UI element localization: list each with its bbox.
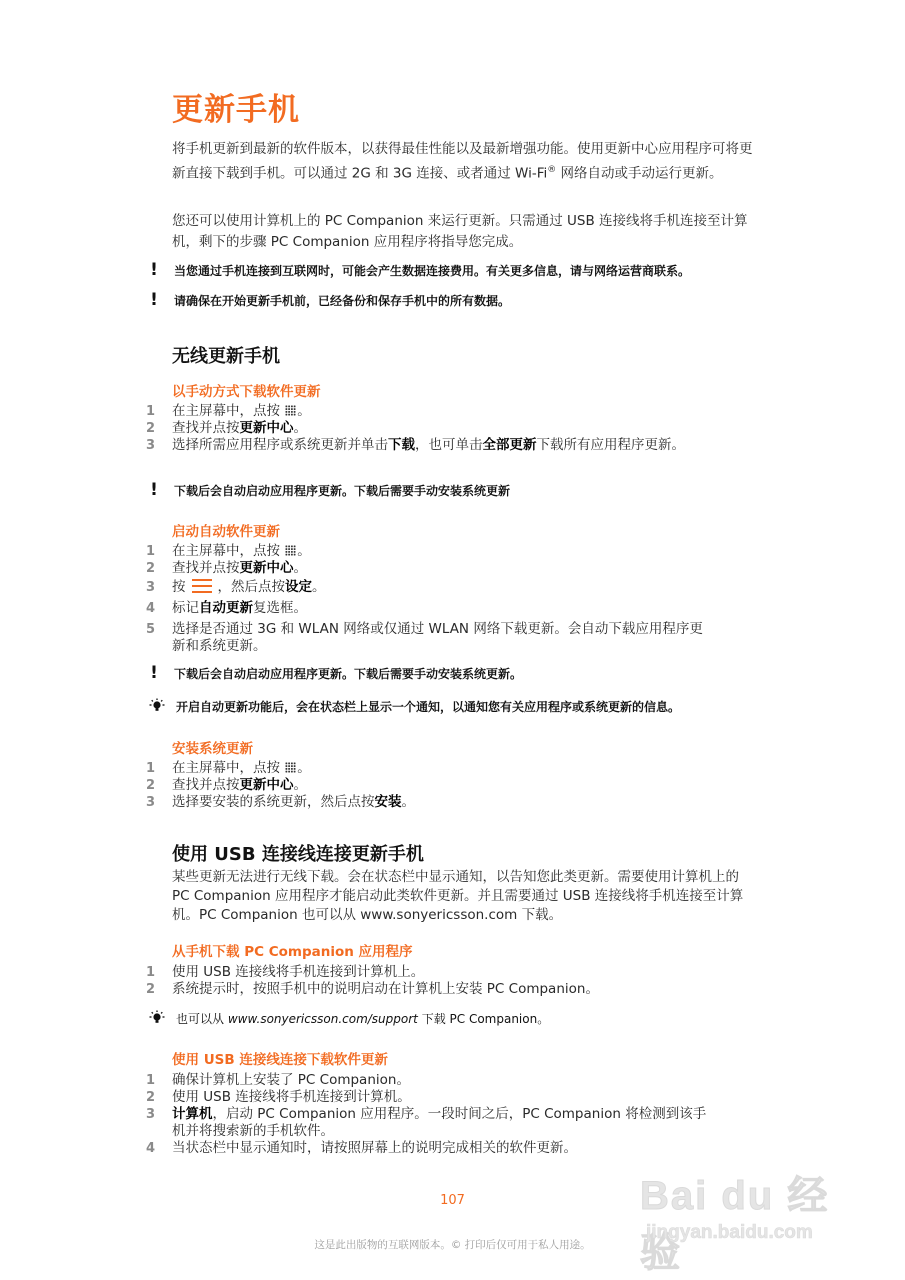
exclamation-icon: ! <box>150 480 158 500</box>
step-number: 3 <box>146 1107 156 1122</box>
tip-note-auto-update <box>148 698 768 716</box>
section-heading-wireless: 无线更新手机 <box>172 346 280 367</box>
list-item <box>146 437 746 454</box>
install-update-steps <box>146 760 746 811</box>
tip-bold-term: 自动更新 <box>200 700 249 714</box>
step-text: 。 <box>293 560 307 576</box>
exclamation-icon: ! <box>150 290 158 310</box>
intro-p1-text-b: 网络自动或手动运行更新。 <box>556 165 723 182</box>
list-item <box>146 621 746 655</box>
step-text: 选择是否通过 3G 和 WLAN 网络或仅通过 WLAN 网络下载更新。会自动下载应用程序更新和系统更新。 <box>172 621 703 654</box>
warning-note-backup <box>148 292 768 310</box>
step-bold-term: 安装 <box>374 794 402 810</box>
step-text: 使用 USB 连接线将手机连接到计算机。 <box>172 1089 411 1105</box>
step-number: 1 <box>146 404 156 419</box>
step-bold-term: 计算机 <box>172 1106 213 1122</box>
step-text: 查找并点按 <box>172 777 240 793</box>
section-heading-usb: 使用 USB 连接线连接更新手机 <box>172 844 424 865</box>
registered-mark: ® <box>547 165 557 175</box>
step-number: 1 <box>146 761 156 776</box>
step-number: 2 <box>146 1090 156 1105</box>
list-item <box>146 577 746 598</box>
step-text: ，然后点按 <box>217 579 285 595</box>
list-item <box>146 598 746 619</box>
tip-text-b: 下载 PC Companion。 <box>417 1012 550 1026</box>
subheading-manual-download: 以手动方式下载软件更新 <box>172 384 321 400</box>
page-number: 107 <box>440 1193 465 1208</box>
step-text: 按 <box>172 579 186 595</box>
warning-text: 请确保在开始更新手机前，已经备份和保存手机中的所有数据。 <box>174 294 511 308</box>
step-number: 1 <box>146 544 156 559</box>
list-item <box>146 964 746 981</box>
usb-paragraph: 某些更新无法进行无线下载。会在状态栏中显示通知，以告知您此类更新。需要使用计算机上的 PC Companion 应用程序才能启动此类软件更新。并且需要通过 USB 连接线将手机连接至计算机。PC Companion 也可以从 www.sonyericsson.com 下载。 <box>172 869 744 923</box>
step-text: 查找并点按 <box>172 420 240 436</box>
footer-copyright: 这是此出版物的互联网版本。© 打印后仅可用于私人用途。 <box>314 1239 591 1251</box>
list-item <box>146 1089 746 1106</box>
step-number: 2 <box>146 982 156 997</box>
tip-text-a: 也可以从 <box>176 1012 228 1026</box>
usb-software-update-steps <box>146 1072 746 1157</box>
step-number: 3 <box>146 580 156 595</box>
step-text: 选择所需应用程序或系统更新并单击 <box>172 437 388 453</box>
exclamation-icon: ! <box>150 260 158 280</box>
intro-paragraph-1 <box>172 139 757 185</box>
step-text: 在主屏幕中，点按 <box>172 760 285 776</box>
list-item <box>146 1106 746 1140</box>
step-number: 2 <box>146 421 156 436</box>
warning-text: 下载后会自动启动应用程序更新。下载后需要手动安装系统更新 <box>174 484 511 498</box>
step-number: 3 <box>146 795 156 810</box>
app-grid-icon <box>285 405 296 416</box>
step-text: 下载所有应用程序更新。 <box>536 437 685 453</box>
list-item <box>146 760 746 777</box>
tip-note-support-site <box>148 1010 768 1028</box>
list-item <box>146 543 746 560</box>
step-text: 复选框。 <box>253 600 307 616</box>
tip-text-a: 开启 <box>176 700 201 714</box>
warning-note-data-charges <box>148 262 768 280</box>
step-text: 在主屏幕中，点按 <box>172 403 285 419</box>
download-pc-companion-steps <box>146 964 746 998</box>
step-text: 。 <box>401 794 415 810</box>
list-item <box>146 981 746 998</box>
step-number: 3 <box>146 438 156 453</box>
step-text: ，启动 PC Companion 应用程序。一段时间之后，PC Companion 将检测到该手机并将搜索新的手机软件。 <box>172 1106 707 1139</box>
watermark-logo: Bai du 经验 <box>640 1174 830 1275</box>
step-text: 查找并点按 <box>172 560 240 576</box>
intro-p1-text-a: 将手机更新到最新的软件版本，以获得最佳性能以及最新增强功能。使用更新中心应用程序可将更新直接下载到手机。可以通过 2G 和 3G 连接、或者通过 Wi-Fi <box>172 141 753 182</box>
list-item <box>146 560 746 577</box>
tip-text-b: 功能后，会在状态栏上显示一个通知，以通知您有关应用程序或系统更新的信息。 <box>248 700 681 714</box>
subheading-download-pc-companion: 从手机下载 PC Companion 应用程序 <box>172 944 413 960</box>
support-link[interactable]: www.sonyericsson.com/support <box>227 1012 418 1026</box>
step-text: 。 <box>297 760 311 776</box>
step-bold-term: 设定 <box>285 579 312 595</box>
exclamation-icon: ! <box>150 663 158 683</box>
manual-download-steps <box>146 403 746 454</box>
warning-text: 下载后会自动启动应用程序更新。下载后需要手动安装系统更新。 <box>174 667 523 681</box>
step-bold-term: 下载 <box>388 437 415 453</box>
tip-text <box>176 698 768 716</box>
step-text: 在主屏幕中，点按 <box>172 543 285 559</box>
step-bold-term: 更新中心 <box>239 420 294 436</box>
tip-text <box>176 1010 768 1028</box>
step-number: 4 <box>146 601 156 616</box>
page-title: 更新手机 <box>172 92 300 128</box>
lightbulb-icon <box>148 698 166 714</box>
list-item <box>146 1072 746 1089</box>
step-bold-term: 更新中心 <box>239 777 294 793</box>
auto-update-steps <box>146 543 746 655</box>
step-text: 。 <box>297 543 311 559</box>
step-number: 1 <box>146 965 156 980</box>
step-text: 选择要安装的系统更新，然后点按 <box>172 794 375 810</box>
step-text: 。 <box>297 403 311 419</box>
app-grid-icon <box>285 762 296 773</box>
step-number: 1 <box>146 1073 156 1088</box>
step-bold-term: 自动更新 <box>199 600 253 616</box>
step-text: 标记 <box>172 600 199 616</box>
watermark-site: jingyan.baidu.com <box>646 1222 813 1243</box>
step-text: ，也可单击 <box>415 437 483 453</box>
step-number: 4 <box>146 1141 156 1156</box>
subheading-auto-update: 启动自动软件更新 <box>172 524 280 540</box>
app-grid-icon <box>285 545 296 556</box>
step-text: 。 <box>293 420 307 436</box>
subheading-install-update: 安装系统更新 <box>172 741 253 757</box>
step-number: 5 <box>146 622 156 637</box>
step-text: 使用 USB 连接线将手机连接到计算机上。 <box>172 964 425 980</box>
step-number: 2 <box>146 778 156 793</box>
warning-text: 当您通过手机连接到互联网时，可能会产生数据连接费用。有关更多信息，请与网络运营商联系。 <box>174 264 691 278</box>
lightbulb-icon <box>148 1010 166 1026</box>
warning-note-auto <box>148 665 768 683</box>
step-text: 系统提示时，按照手机中的说明启动在计算机上安装 PC Companion。 <box>172 981 599 997</box>
step-text: 。 <box>312 579 326 595</box>
list-item <box>146 420 746 437</box>
subheading-usb-software-update: 使用 USB 连接线连接下载软件更新 <box>172 1052 388 1068</box>
list-item <box>146 403 746 420</box>
warning-note-manual <box>148 482 768 500</box>
step-number: 2 <box>146 561 156 576</box>
step-text: 确保计算机上安装了 PC Companion。 <box>172 1072 410 1088</box>
step-text: 。 <box>293 777 307 793</box>
list-item <box>146 794 746 811</box>
step-bold-term: 全部更新 <box>482 437 537 453</box>
menu-icon <box>192 579 212 593</box>
step-text: 当状态栏中显示通知时，请按照屏幕上的说明完成相关的软件更新。 <box>172 1140 577 1156</box>
baidu-watermark <box>640 1150 870 1275</box>
list-item <box>146 777 746 794</box>
intro-paragraph-2: 您还可以使用计算机上的 PC Companion 来运行更新。只需通过 USB 连接线将手机连接至计算机，剩下的步骤 PC Companion 应用程序将指导您完成。 <box>172 213 748 250</box>
step-bold-term: 更新中心 <box>239 560 294 576</box>
